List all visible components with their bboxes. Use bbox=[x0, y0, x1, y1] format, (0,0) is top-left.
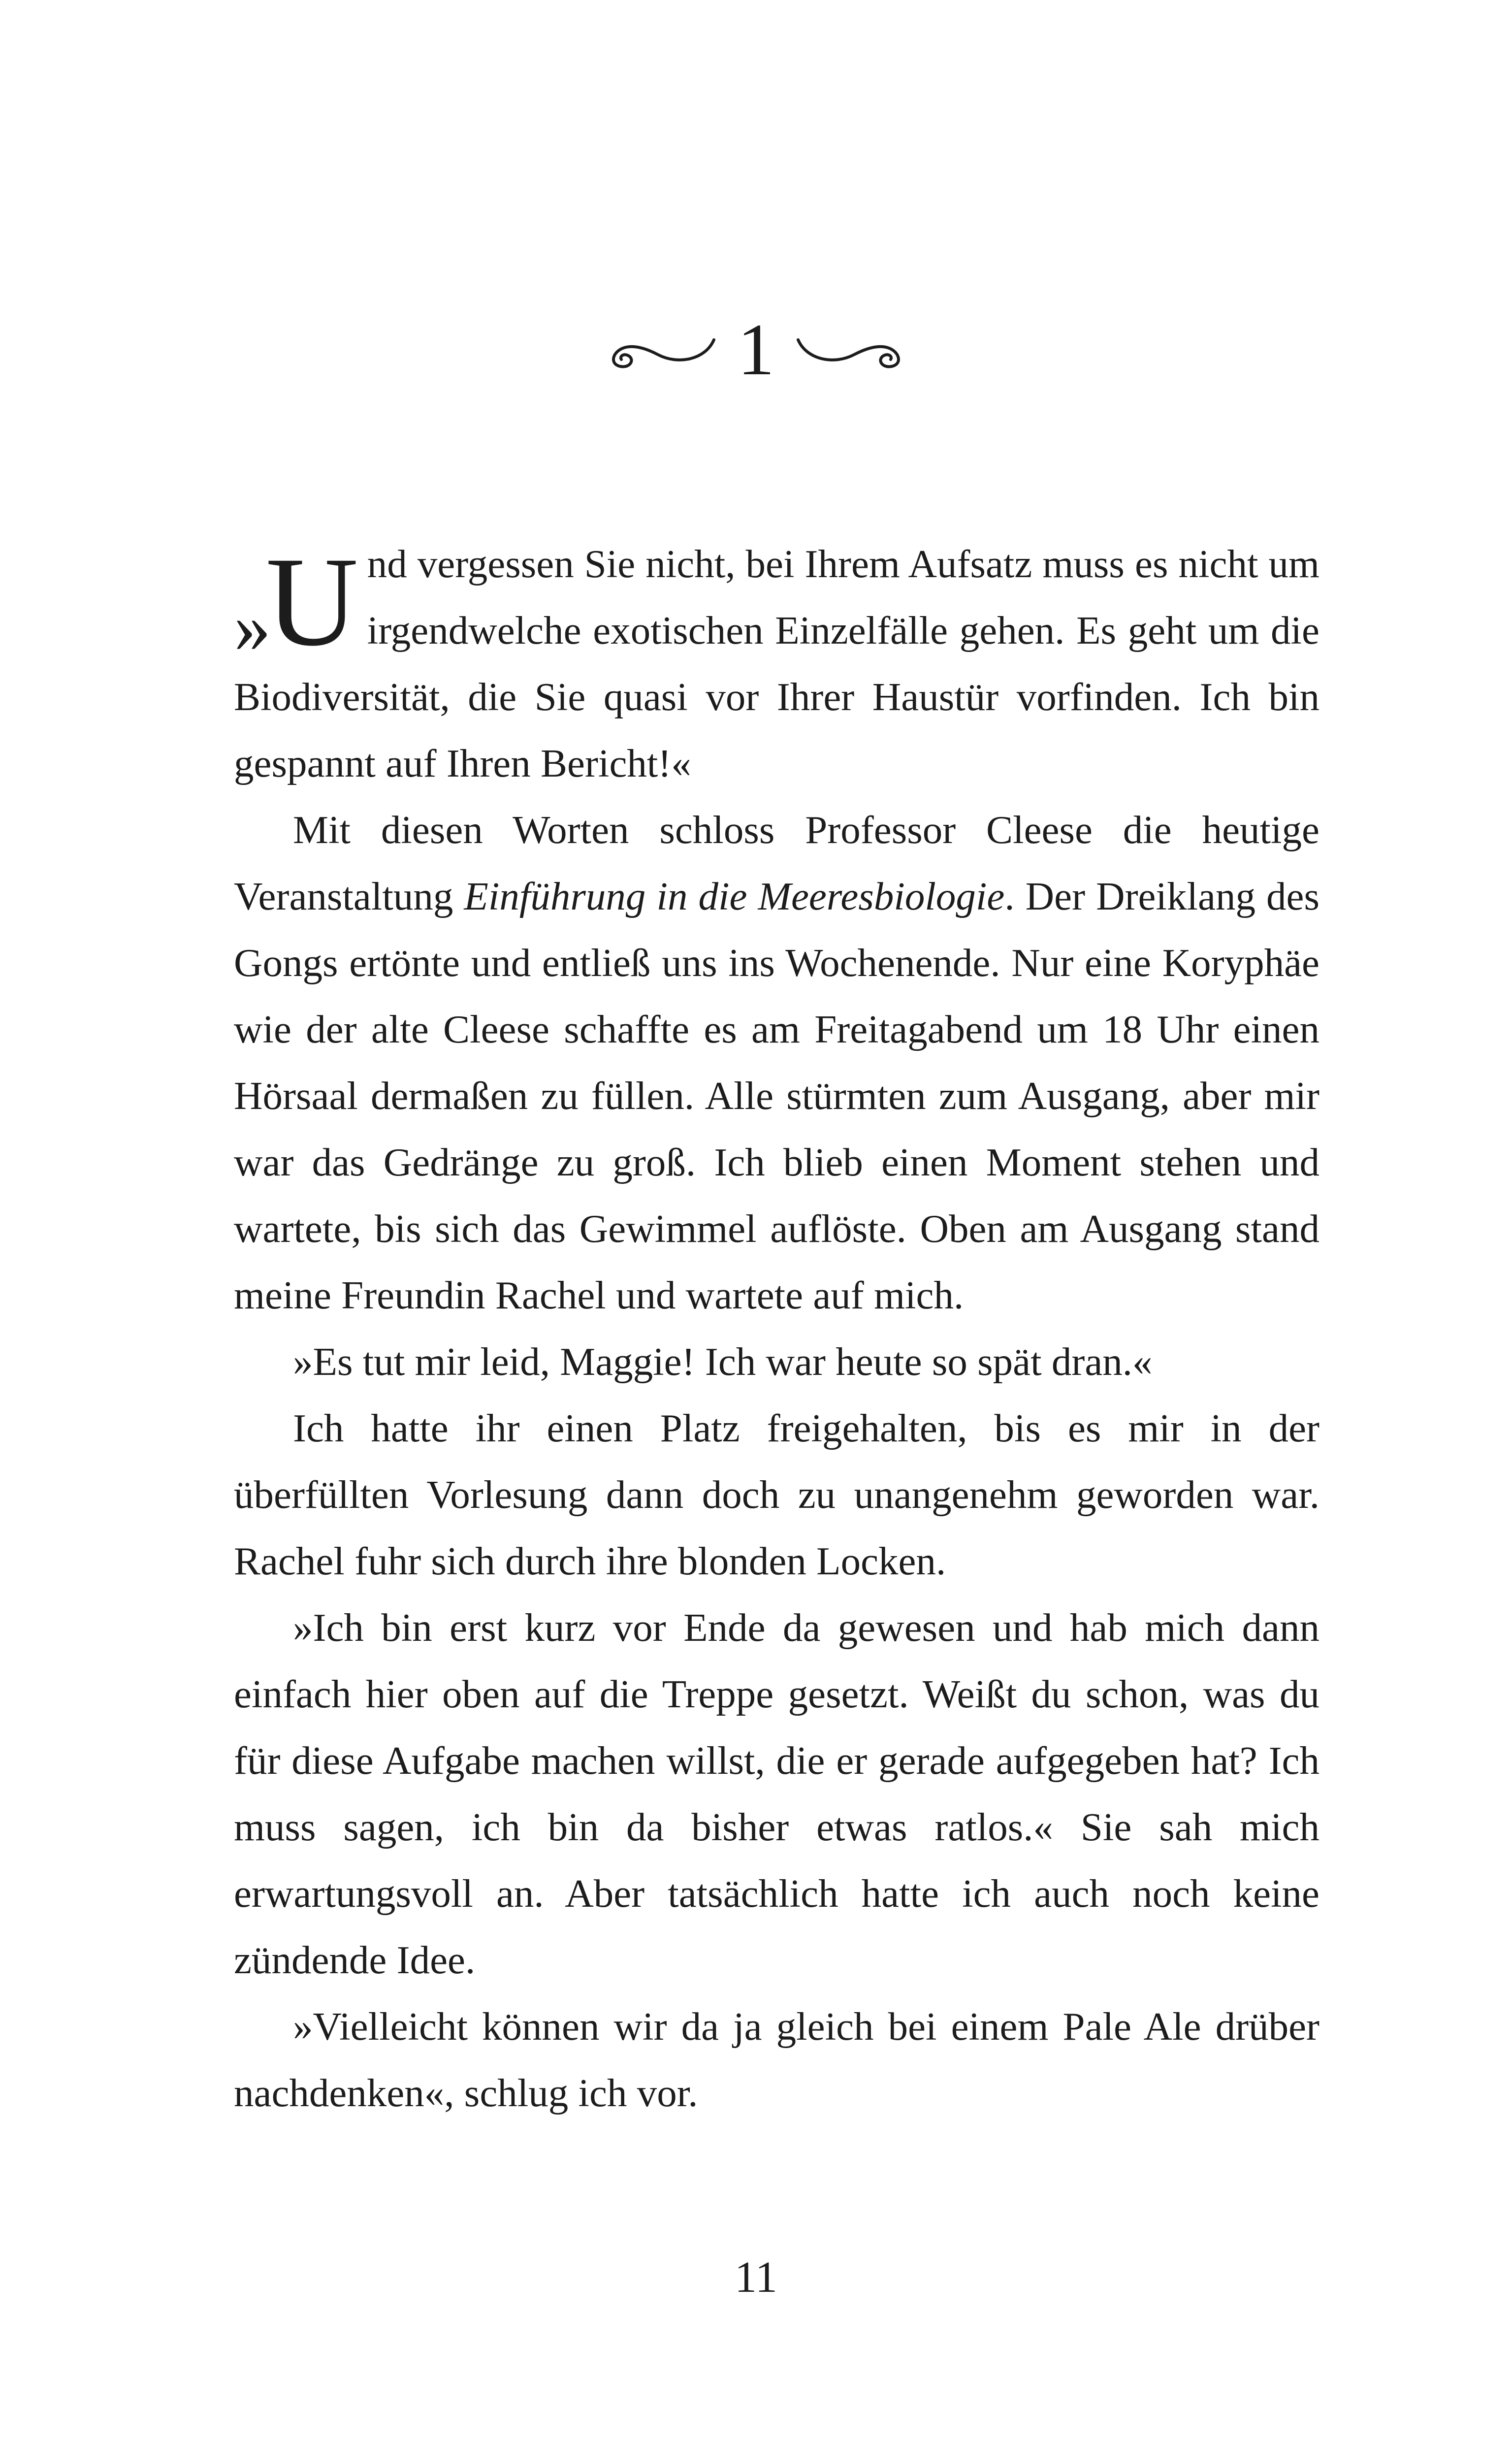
paragraph-1 bbox=[234, 531, 1319, 797]
paragraph-2-text-start: Mit diesen Worten schloss Professor Cleese die heutige Veranstaltung bbox=[234, 808, 1319, 918]
lecture-title: Einführung in die Meeresbiologie bbox=[464, 874, 1005, 918]
paragraph-5: »Ich bin erst kurz vor Ende da gewesen und hab mich dann einfach hier oben auf die Treppe gesetzt. Weißt du schon, was du für diese Aufgabe machen willst, die er gerade aufgegeben hat? Ich muss sagen, ich bin da bisher etwas ratlos.« Sie sah mich erwartungsvoll an. Aber tatsächlich hatte ich auch noch keine zündende Idee. bbox=[234, 1605, 1319, 1982]
chapter-heading bbox=[0, 295, 1512, 404]
dropcap-letter: U bbox=[266, 531, 358, 673]
body-text bbox=[234, 531, 1319, 2126]
swash-right-ornament bbox=[794, 325, 912, 374]
chapter-number: 1 bbox=[738, 309, 774, 391]
paragraph-3: »Es tut mir leid, Maggie! Ich war heute so spät dran.« bbox=[293, 1339, 1153, 1384]
paragraph-2 bbox=[234, 797, 1319, 1329]
paragraph-1-text: nd vergessen Sie nicht, bei Ihrem Aufsatz muss es nicht um irgendwelche exotischen Einzelfälle gehen. Es geht um die Biodiversität, die Sie quasi vor Ihrer Haustür vorfinden. Ich bin gespannt auf Ihren Bericht!« bbox=[234, 542, 1319, 785]
paragraph-2-text-end: . Der Dreiklang des Gongs ertönte und entließ uns ins Wochenende. Nur eine Koryphäe wie der alte Cleese schaffte es am Freitagabend um 18 Uhr einen Hörsaal dermaßen zu füllen. Alle stürmten zum Ausgang, aber mir war das Gedränge zu groß. Ich blieb einen Moment stehen und wartete, bis sich das Gewimmel auflöste. Oben am Ausgang stand meine Freundin Rachel und wartete auf mich. bbox=[234, 874, 1319, 1317]
paragraph-6: »Vielleicht können wir da ja gleich bei einem Pale Ale drüber nachdenken«, schlug ich vor. bbox=[234, 2004, 1319, 2115]
dropcap bbox=[234, 531, 358, 673]
swash-left-ornament bbox=[600, 325, 718, 374]
dropcap-quote-mark: » bbox=[234, 586, 266, 668]
page-number: 11 bbox=[735, 2253, 777, 2302]
paragraph-4: Ich hatte ihr einen Platz freigehalten, bis es mir in der überfüllten Vorlesung dann doch zu unangenehm geworden war. Rachel fuhr sich durch ihre blonden Locken. bbox=[234, 1406, 1319, 1583]
